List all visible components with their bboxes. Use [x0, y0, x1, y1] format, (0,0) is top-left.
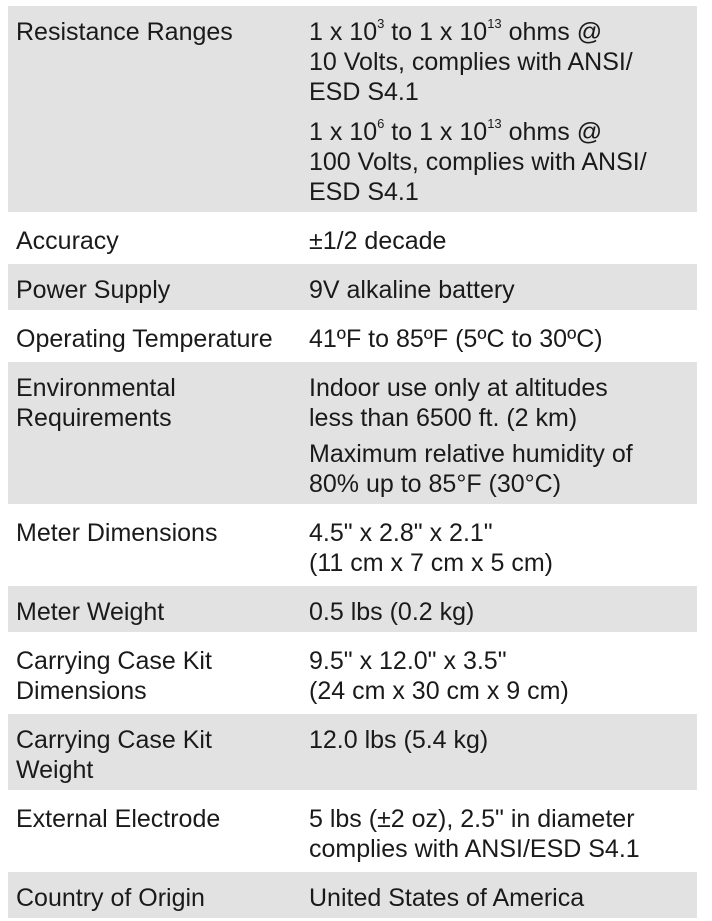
spec-label: Power Supply: [16, 276, 171, 304]
range-low-exponent: 3: [377, 15, 385, 31]
spec-label: Country of Origin: [16, 884, 205, 912]
range-lead: 1 x 10: [309, 18, 378, 46]
spec-label: Environmental Requirements: [16, 374, 176, 432]
spec-row-meter-weight: [8, 586, 697, 635]
range-mid: to 1 x 10: [384, 18, 488, 46]
spec-row-meter-dimensions: [8, 507, 697, 586]
range-tail: ohms @ 100 Volts, complies with ANSI/ ESD S4.1: [309, 118, 647, 206]
range-low-exponent: 6: [377, 115, 385, 131]
spec-row-resistance-ranges: [8, 6, 697, 215]
spec-value-line: 5 lbs (±2 oz), 2.5" in diameter complies with ANSI/ESD S4.1: [309, 805, 640, 863]
spec-table: [8, 6, 697, 921]
spec-value: [309, 507, 697, 583]
spec-value: [309, 635, 697, 711]
spec-row-power-supply: [8, 264, 697, 313]
spec-row-accuracy: [8, 215, 697, 264]
spec-label: Meter Dimensions: [16, 519, 218, 547]
spec-label: Accuracy: [16, 227, 119, 255]
spec-value: [309, 313, 697, 359]
spec-row-external-electrode: [8, 793, 697, 872]
spec-value-line: ±1/2 decade: [309, 227, 447, 255]
spec-value: [309, 793, 697, 869]
spec-value-line: 41ºF to 85ºF (5ºC to 30ºC): [309, 325, 603, 353]
spec-value-line: Indoor use only at altitudes less than 6500 ft. (2 km): [309, 374, 608, 432]
spec-row-carrying-case-weight: [8, 714, 697, 793]
spec-value-line: 12.0 lbs (5.4 kg): [309, 726, 489, 754]
spec-value-line: [309, 17, 691, 107]
spec-value: [309, 872, 697, 918]
range-tail: ohms @ 10 Volts, complies with ANSI/ ESD S4.1: [309, 18, 633, 106]
range-lead: 1 x 10: [309, 118, 378, 146]
range-high-exponent: 13: [487, 115, 502, 131]
spec-value-line: 9V alkaline battery: [309, 276, 515, 304]
spec-row-carrying-case-dimensions: [8, 635, 697, 714]
spec-row-environmental-requirements: [8, 362, 697, 507]
spec-value-line: 9.5" x 12.0" x 3.5" (24 cm x 30 cm x 9 cm): [309, 647, 569, 705]
spec-value: [309, 714, 697, 790]
range-mid: to 1 x 10: [384, 118, 488, 146]
spec-value: [309, 264, 697, 310]
spec-label: Meter Weight: [16, 598, 165, 626]
spec-value-line: United States of America: [309, 884, 585, 912]
spec-value: [309, 215, 697, 261]
spec-value: [309, 586, 697, 632]
spec-row-operating-temperature: [8, 313, 697, 362]
spec-label: Operating Temperature: [16, 325, 273, 353]
spec-value-line: 0.5 lbs (0.2 kg): [309, 598, 475, 626]
spec-value-line: [309, 117, 691, 207]
spec-label: Resistance Ranges: [16, 18, 233, 46]
range-high-exponent: 13: [487, 15, 502, 31]
spec-label: Carrying Case Kit Dimensions: [16, 647, 212, 705]
spec-label: Carrying Case Kit Weight: [16, 726, 212, 784]
spec-value: [309, 362, 697, 504]
spec-value-line: Maximum relative humidity of 80% up to 85°F (30°C): [309, 440, 633, 498]
spec-value-line: 4.5" x 2.8" x 2.1" (11 cm x 7 cm x 5 cm): [309, 519, 554, 577]
spec-value: [309, 6, 697, 212]
spec-label: External Electrode: [16, 805, 221, 833]
spec-row-country-of-origin: [8, 872, 697, 921]
